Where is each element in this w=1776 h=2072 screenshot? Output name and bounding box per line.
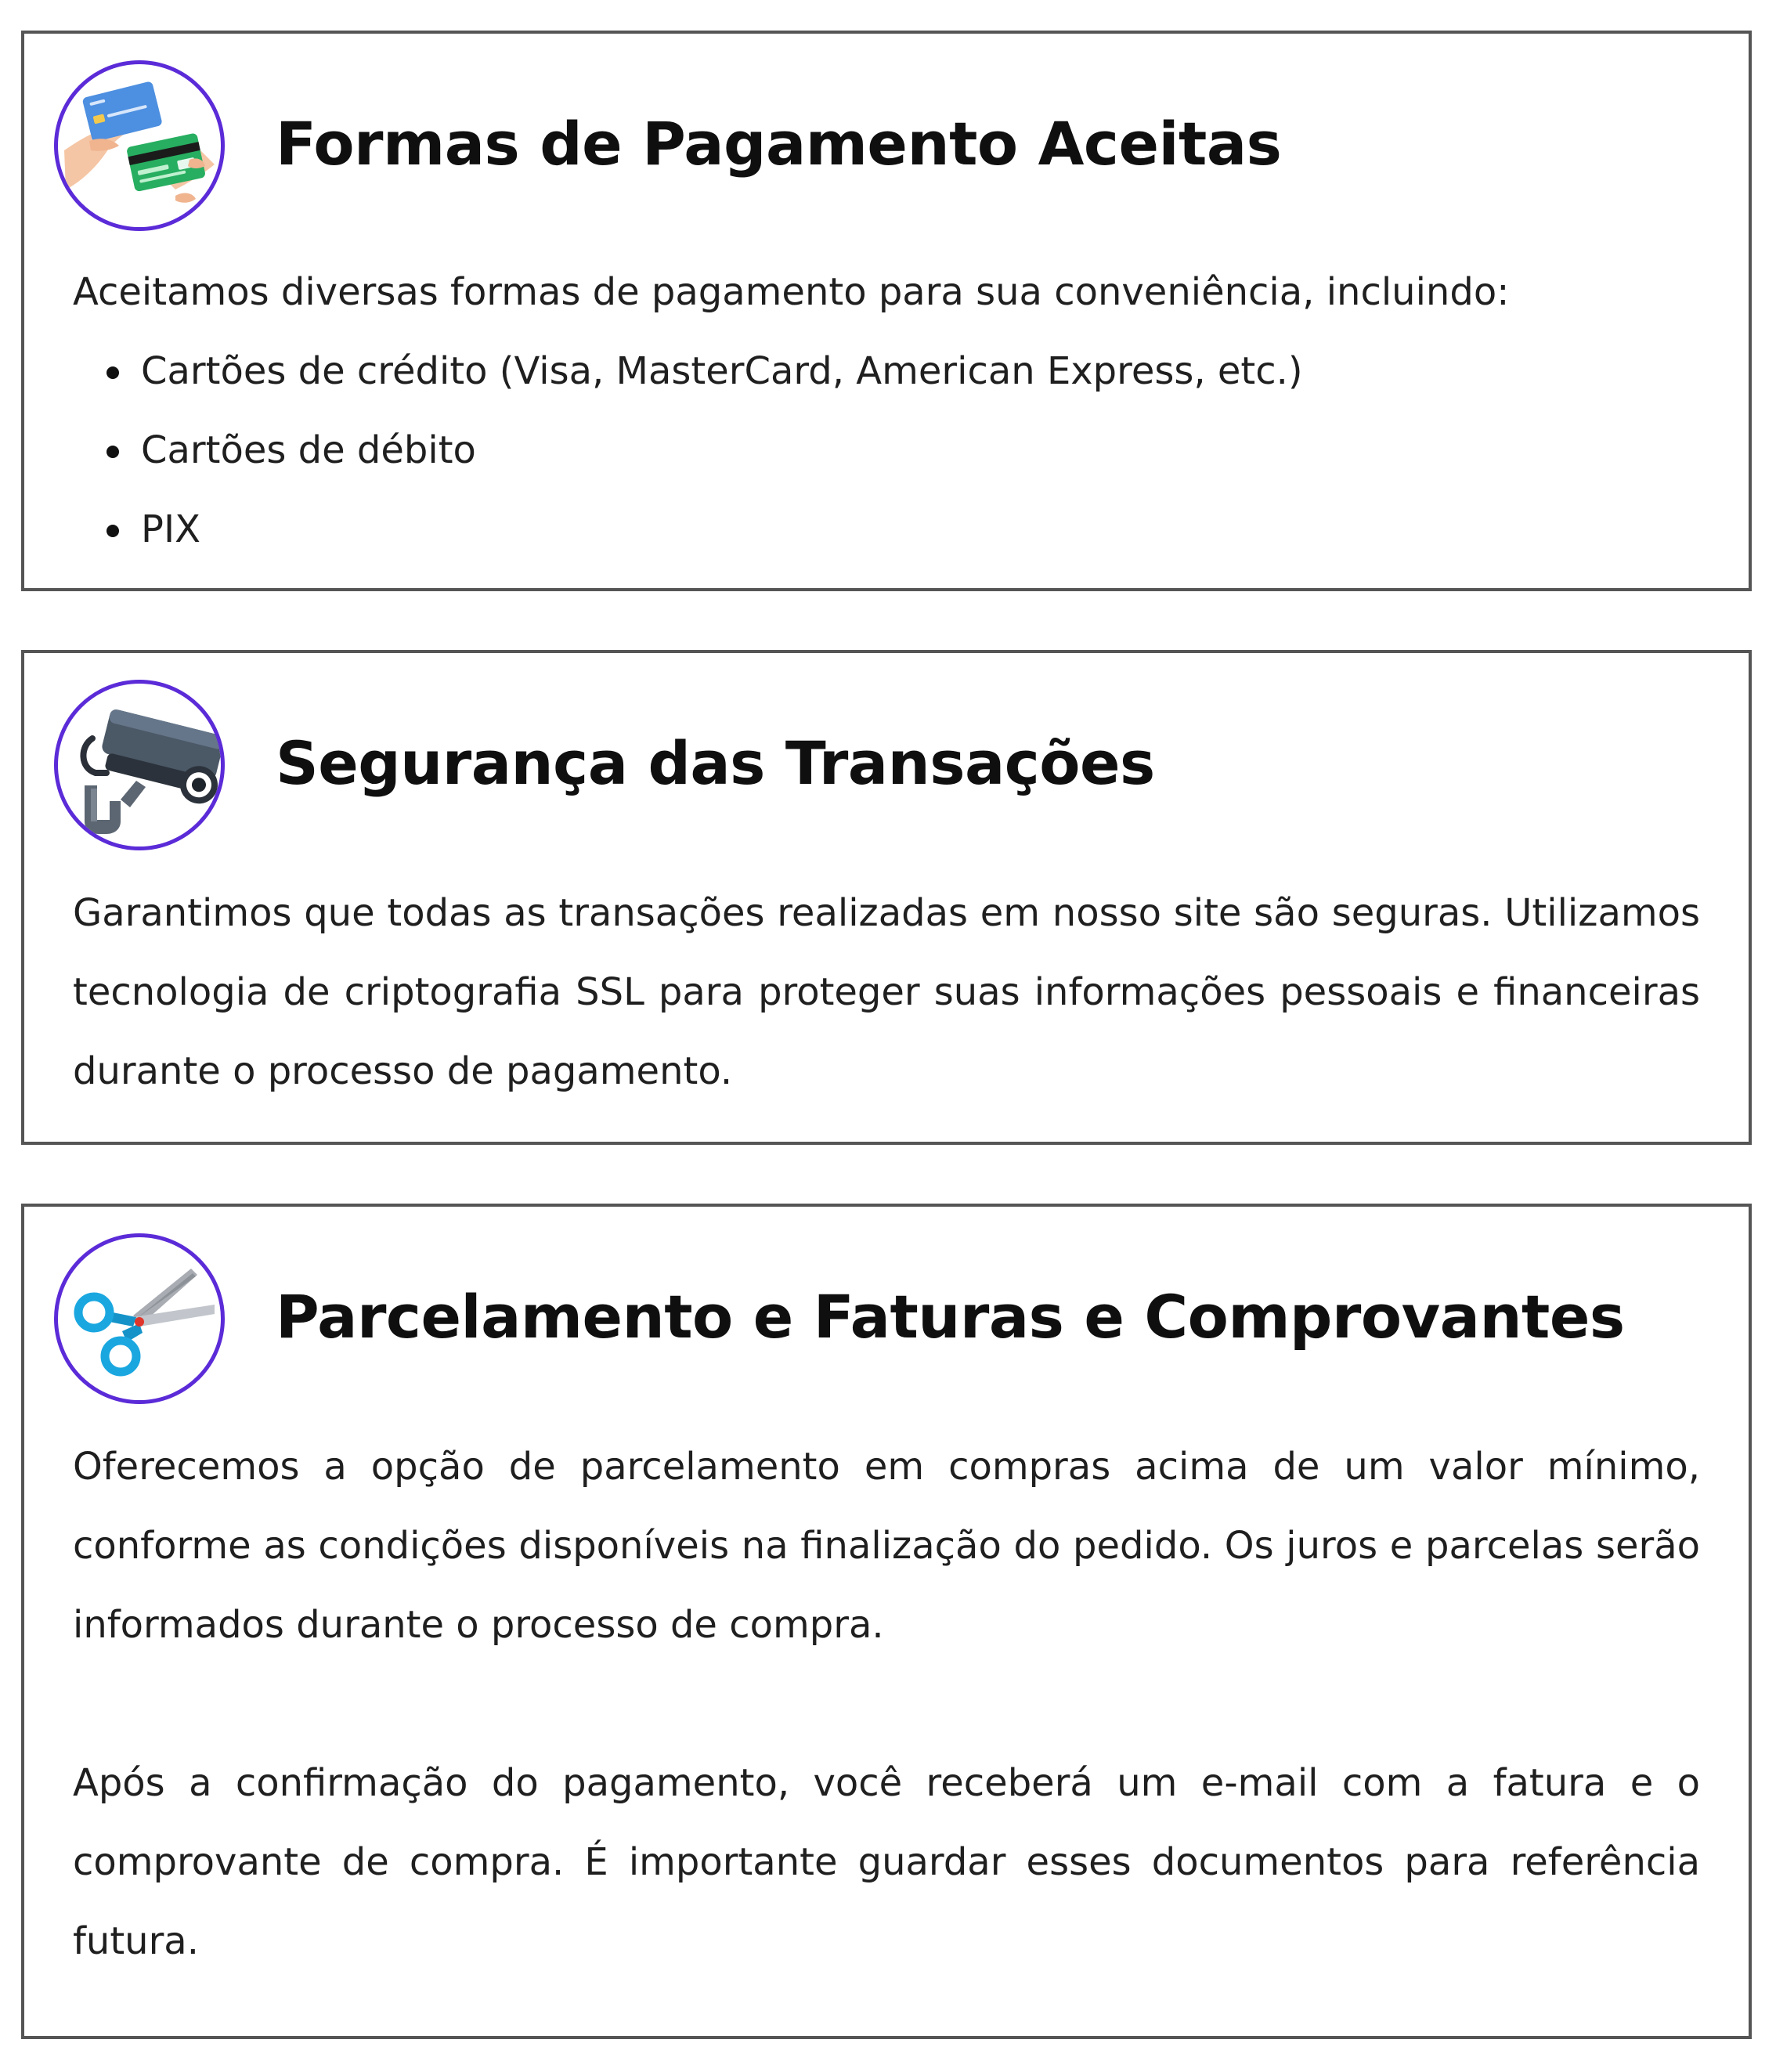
security-body — [73, 874, 1700, 1111]
payment-methods-title: Formas de Pagamento Aceitas — [276, 109, 1282, 179]
payment-methods-list — [73, 332, 1700, 569]
list-item — [73, 332, 1700, 411]
scissors-icon — [54, 1233, 225, 1404]
payment-method-credit: Cartões de crédito (Visa, MasterCard, American Express, etc.) — [141, 349, 1303, 393]
bullet-icon — [106, 446, 119, 458]
payment-intro: Aceitamos diversas formas de pagamento para sua conveniência, incluindo: — [73, 270, 1510, 314]
installments-body — [73, 1428, 1700, 1981]
paragraph-spacer — [73, 1665, 1700, 1744]
invoices-paragraph: Após a confirmação do pagamento, você receberá um e-mail com a fatura e o comprovante de compra. É importante guardar esses documentos para referência futura. — [73, 1761, 1700, 1963]
payment-method-pix: PIX — [141, 507, 200, 551]
security-camera-icon — [54, 680, 225, 850]
installments-paragraph: Oferecemos a opção de parcelamento em compras acima de um valor mínimo, conforme as condições disponíveis na finalização do pedido. Os juros e parcelas serão informados durante o processo de compra. — [73, 1445, 1700, 1647]
security-title: Segurança das Transações — [276, 728, 1155, 798]
payment-methods-body — [73, 253, 1700, 569]
payment-method-debit: Cartões de débito — [141, 428, 476, 472]
bullet-icon — [106, 525, 119, 537]
list-item — [73, 490, 1700, 569]
installments-title: Parcelamento e Faturas e Comprovantes — [276, 1282, 1625, 1352]
credit-cards-icon — [54, 60, 225, 231]
security-card — [21, 650, 1752, 1145]
list-item — [73, 411, 1700, 490]
bullet-icon — [106, 366, 119, 379]
security-text: Garantimos que todas as transações realizadas em nosso site são seguras. Utilizamos tecnologia de criptografia SSL para proteger suas informações pessoais e financeiras durante o processo de pagamento. — [73, 891, 1700, 1093]
payment-methods-card — [21, 31, 1752, 591]
installments-card — [21, 1204, 1752, 2039]
